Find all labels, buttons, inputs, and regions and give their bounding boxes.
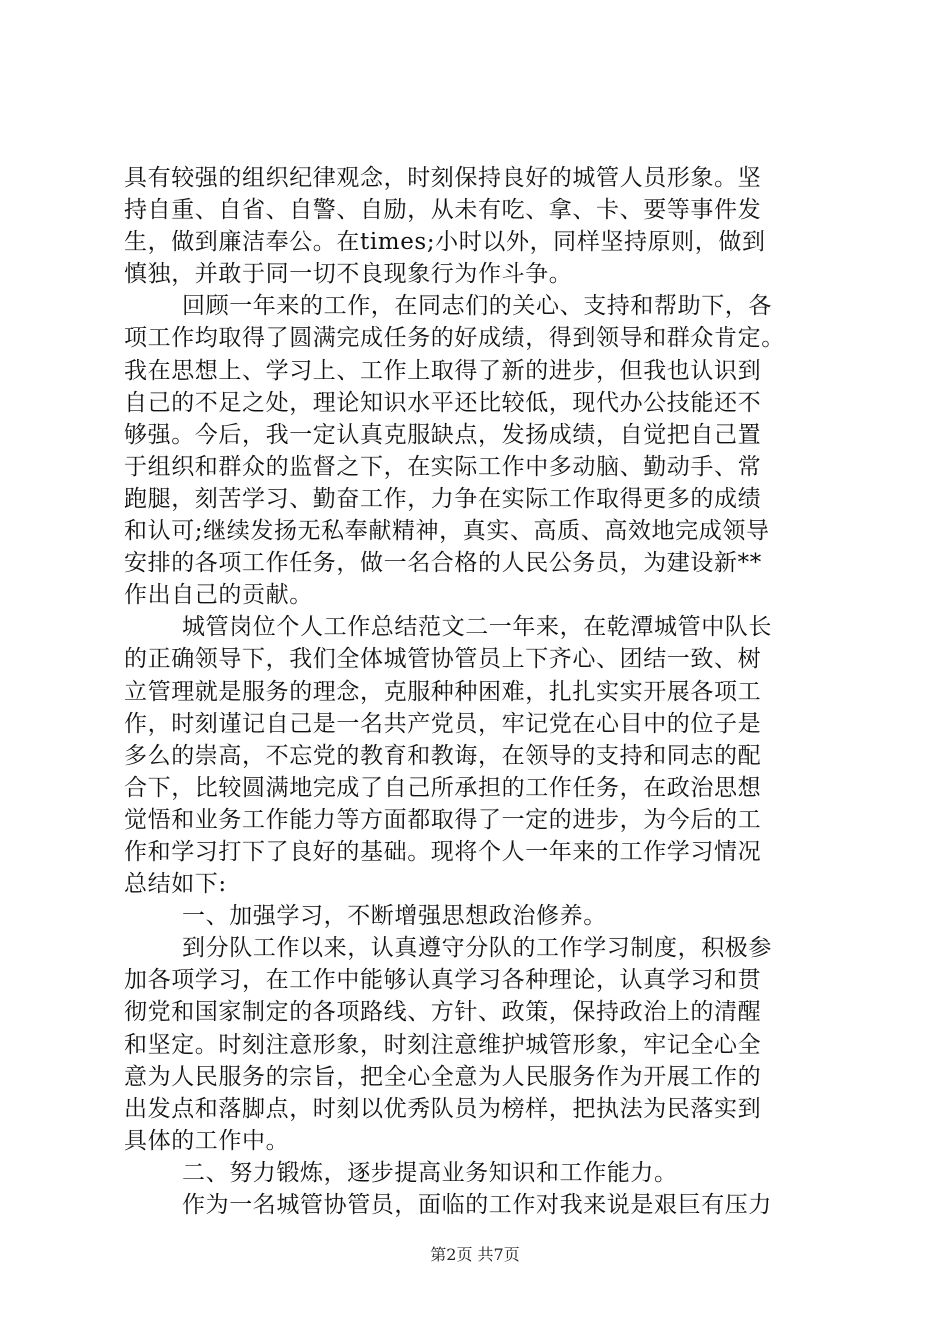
text-line: 二、努力锻炼，逐步提高业务知识和工作能力。 bbox=[182, 1159, 678, 1186]
text-line: 的正确领导下，我们全体城管协管员上下齐心、团结一致、树 bbox=[124, 646, 762, 673]
text-line: 和坚定。时刻注意形象，时刻注意维护城管形象，牢记全心全 bbox=[124, 1031, 762, 1058]
text-line: 总结如下: bbox=[124, 871, 227, 898]
text-line: 作为一名城管协管员，面临的工作对我来说是艰巨有压力 bbox=[182, 1192, 772, 1218]
text-line: 多么的崇高，不忘党的教育和教诲，在领导的支持和同志的配 bbox=[124, 742, 762, 769]
text-line: 合下，比较圆满地完成了自己所承担的工作任务，在政治思想 bbox=[124, 774, 762, 801]
text-line: 于组织和群众的监督之下，在实际工作中多动脑、勤动手、常 bbox=[124, 453, 762, 480]
text-line: 具体的工作中。 bbox=[124, 1127, 290, 1154]
text-line: 自己的不足之处，理论知识水平还比较低，现代办公技能还不 bbox=[124, 389, 762, 416]
text-line: 加各项学习，在工作中能够认真学习各种理论，认真学习和贯 bbox=[124, 967, 762, 994]
text-line: 作，时刻谨记自己是一名共产党员，牢记党在心目中的位子是 bbox=[124, 710, 762, 737]
page-footer: 第2页 共7页 bbox=[430, 1245, 520, 1264]
text-line: 持自重、自省、自警、自励，从未有吃、拿、卡、要等事件发 bbox=[124, 197, 762, 224]
text-line: 够强。今后，我一定认真克服缺点，发扬成绩，自觉把自己置 bbox=[124, 421, 762, 448]
text-line: 慎独，并敢于同一切不良现象行为作斗争。 bbox=[124, 261, 573, 288]
text-line: 作出自己的贡献。 bbox=[124, 582, 313, 609]
text-line: 回顾一年来的工作，在同志们的关心、支持和帮助下，各 bbox=[182, 293, 772, 320]
text-line: 和认可;继续发扬无私奉献精神，真实、高质、高效地完成领导 bbox=[124, 518, 770, 545]
text-line: 意为人民服务的宗旨，把全心全意为人民服务作为开展工作的 bbox=[124, 1063, 762, 1090]
text-line: 安排的各项工作任务，做一名合格的人民公务员，为建设新** bbox=[124, 550, 762, 577]
text-line: 城管岗位个人工作总结范文二一年来，在乾潭城管中队长 bbox=[182, 614, 772, 641]
document-body bbox=[124, 162, 844, 1221]
text-line: 作和学习打下了良好的基础。现将个人一年来的工作学习情况 bbox=[124, 838, 762, 865]
text-line: 觉悟和业务工作能力等方面都取得了一定的进步，为今后的工 bbox=[124, 806, 762, 833]
text-line: 一、加强学习，不断增强思想政治修养。 bbox=[182, 903, 607, 930]
text-line: 项工作均取得了圆满完成任务的好成绩，得到领导和群众肯定。 bbox=[124, 325, 785, 352]
text-line: 彻党和国家制定的各项路线、方针、政策，保持政治上的清醒 bbox=[124, 999, 762, 1026]
text-line: 我在思想上、学习上、工作上取得了新的进步，但我也认识到 bbox=[124, 357, 762, 384]
text-line: 跑腿，刻苦学习、勤奋工作，力争在实际工作取得更多的成绩 bbox=[124, 485, 762, 512]
text-line: 出发点和落脚点，时刻以优秀队员为榜样，把执法为民落实到 bbox=[124, 1095, 762, 1122]
text-line: 立管理就是服务的理念，克服种种困难，扎扎实实开展各项工 bbox=[124, 678, 762, 705]
text-line: 到分队工作以来，认真遵守分队的工作学习制度，积极参 bbox=[182, 935, 772, 962]
text-line: 生，做到廉洁奉公。在times;小时以外，同样坚持原则，做到 bbox=[124, 229, 766, 256]
text-line: 具有较强的组织纪律观念，时刻保持良好的城管人员形象。坚 bbox=[124, 165, 762, 191]
